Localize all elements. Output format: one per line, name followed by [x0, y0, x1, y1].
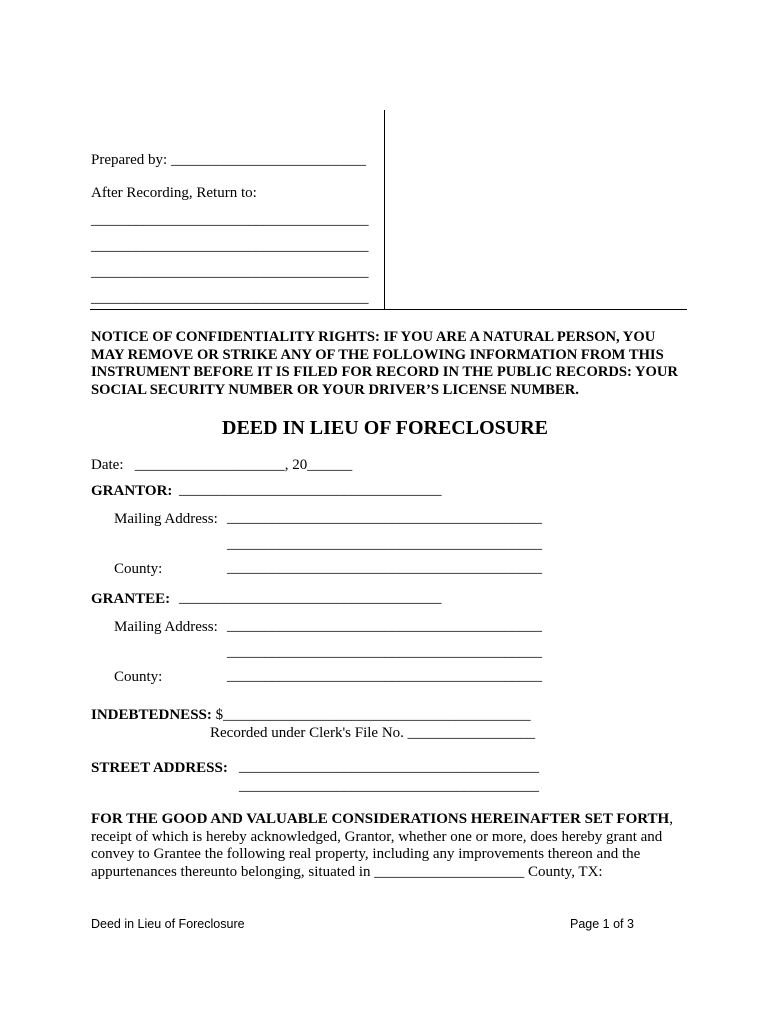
grantor-mailing-field[interactable]: __________________________________________ — [227, 510, 542, 526]
clerk-file-number-field[interactable]: Recorded under Clerk's File No. _________________ — [210, 725, 536, 741]
header-rule — [90, 309, 687, 310]
grantee-mailing-field[interactable]: __________________________________________ — [227, 618, 542, 634]
grantee-mailing-field-2[interactable]: __________________________________________ — [227, 644, 542, 660]
footer-document-name: Deed in Lieu of Foreclosure — [91, 917, 245, 931]
recording-area-divider — [384, 110, 385, 310]
return-to-label: After Recording, Return to: — [91, 185, 257, 201]
return-address-line-1[interactable]: _____________________________________ — [91, 212, 369, 228]
consideration-text: , receipt of which is hereby acknowledged, Grantor, whether one or more, does hereby grant and convey to Grantee the following real property, including any improvements thereon and the appurtenances thereunto belonging, situated in ____________________ County, TX: — [91, 811, 673, 880]
footer-page-number: Page 1 of 3 — [570, 917, 634, 931]
indebtedness-label: INDEBTEDNESS: — [91, 707, 212, 723]
consideration-paragraph — [91, 811, 681, 881]
grantee-county-field[interactable]: __________________________________________ — [227, 668, 542, 684]
grantor-county-field[interactable]: __________________________________________ — [227, 560, 542, 576]
grantor-mailing-field-2[interactable]: __________________________________________ — [227, 536, 542, 552]
grantor-field[interactable]: ___________________________________ — [179, 482, 442, 498]
date-field[interactable]: Date: ____________________, 20______ — [91, 457, 353, 473]
confidentiality-notice: NOTICE OF CONFIDENTIALITY RIGHTS: IF YOU ARE A NATURAL PERSON, YOU MAY REMOVE OR STRIKE ANY OF THE FOLLOWING INFORMATION FROM THIS INSTRUMENT BEFORE IT IS FILED FOR RECORD IN THE PUBLIC RECORDS: YOUR SOCIAL SECURITY NUMBER OR YOUR DRIVER’S LICENSE NUMBER. — [91, 329, 678, 398]
return-address-line-3[interactable]: _____________________________________ — [91, 264, 369, 280]
document-title: DEED IN LIEU OF FORECLOSURE — [222, 417, 548, 439]
street-address-field[interactable]: ________________________________________ — [239, 759, 539, 775]
indebtedness-row — [91, 708, 531, 723]
return-address-line-2[interactable]: _____________________________________ — [91, 238, 369, 254]
indebtedness-field[interactable]: $_________________________________________ — [211, 707, 531, 723]
grantee-mailing-label: Mailing Address: — [114, 619, 218, 635]
street-address-field-2[interactable]: ________________________________________ — [239, 778, 539, 794]
consideration-heading: FOR THE GOOD AND VALUABLE CONSIDERATIONS HEREINAFTER SET FORTH — [91, 811, 670, 827]
prepared-by-field[interactable]: Prepared by: __________________________ — [91, 152, 366, 168]
grantor-county-label: County: — [114, 561, 163, 577]
grantor-label: GRANTOR: — [91, 483, 173, 499]
grantee-county-label: County: — [114, 669, 163, 685]
grantee-field[interactable]: ___________________________________ — [179, 590, 442, 606]
grantee-label: GRANTEE: — [91, 591, 171, 607]
grantor-mailing-label: Mailing Address: — [114, 511, 218, 527]
return-address-line-4[interactable]: _____________________________________ — [91, 290, 369, 306]
street-address-label: STREET ADDRESS: — [91, 760, 228, 776]
